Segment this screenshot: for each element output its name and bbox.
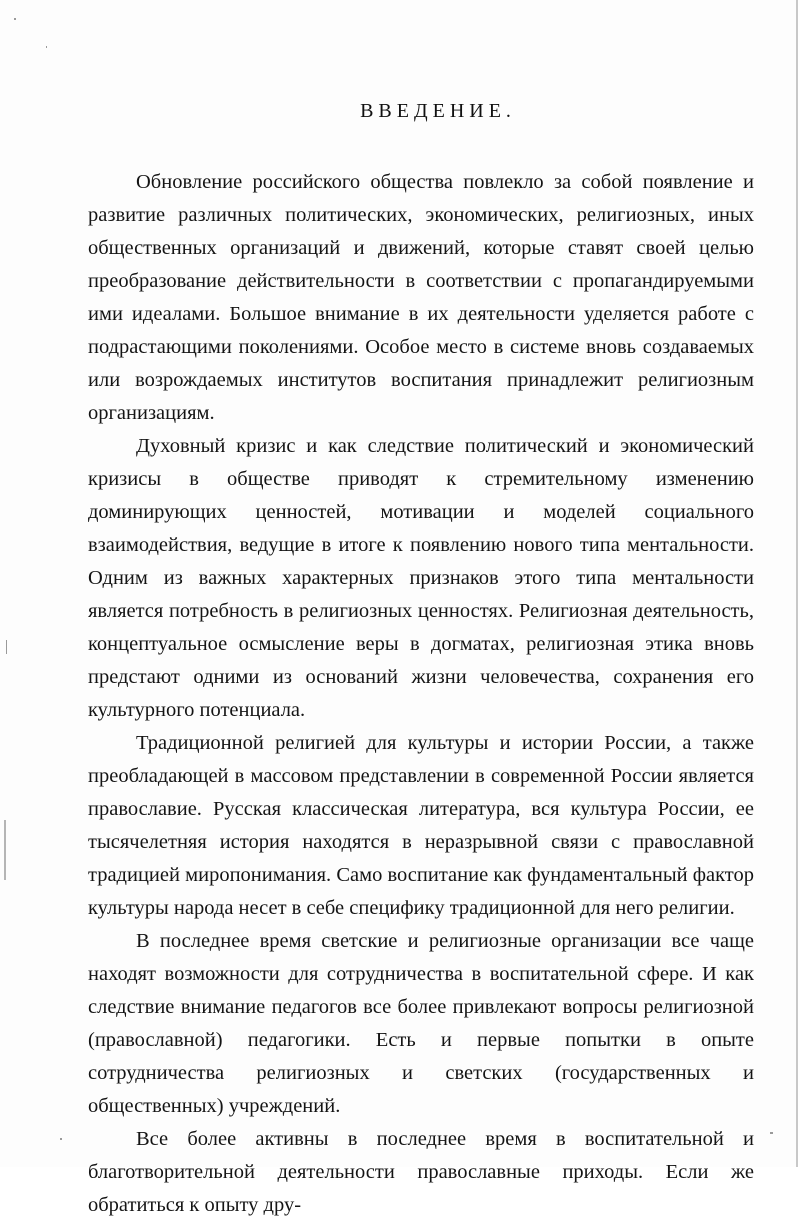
page-title: ВВЕДЕНИЕ. — [360, 100, 516, 122]
paragraph: Все более активны в последнее время в воспитательной и благотворительной деятельности православные приходы. Если же обратиться к опыту дру- — [88, 1128, 754, 1216]
paragraph: Обновление российского общества повлекло за собой появление и развитие различных политических, экономических, религиозных, иных общественных организаций и движений, которые ставят своей целью преобразование действительности в соответствии с пропагандируемыми ими идеалами. Большое внимание в их деятельности уделяется работе с подрастающими поколениями. Особое место в системе вновь создаваемых или возрождаемых институтов воспитания принадлежит религиозным организациям. — [88, 171, 754, 424]
document-body — [88, 166, 754, 1222]
scan-speck — [14, 18, 16, 20]
paragraph: Духовный кризис и как следствие политический и экономический кризисы в обществе приводят к стремительному изменению доминирующих ценностей, мотивации и моделей социального взаимодействия, ведущие в итоге к появлению нового типа ментальности. Одним из важных характерных признаков этого типа ментальности является потребность в религиозных ценностях. Религиозная деятельность, концептуальное осмысление веры в догматах, религиозная этика вновь предстают одними из оснований жизни человечества, сохранения его культурного потенциала. — [88, 435, 754, 721]
scan-speck — [46, 46, 47, 48]
scan-speck — [60, 1138, 62, 1140]
scan-speck — [6, 640, 7, 654]
scan-speck — [770, 1132, 773, 1134]
scan-speck — [4, 820, 6, 880]
paragraph: Традиционной религией для культуры и истории России, а также преобладающей в массовом представлении в современной России является православие. Русская классическая литература, вся культура России, ее тысячелетняя история находятся в неразрывной связи с православной традицией миропонимания. Само воспитание как фундаментальный фактор культуры народа несет в себе специфику традиционной для него религии. — [88, 732, 754, 919]
paragraph: В последнее время светские и религиозные организации все чаще находят возможности для сотрудничества в воспитательной сфере. И как следствие внимание педагогов все более привлекают вопросы религиозной (православной) педагогики. Есть и первые попытки в опыте сотрудничества религиозных и светских (государственных и общественных) учреждений. — [88, 930, 754, 1117]
